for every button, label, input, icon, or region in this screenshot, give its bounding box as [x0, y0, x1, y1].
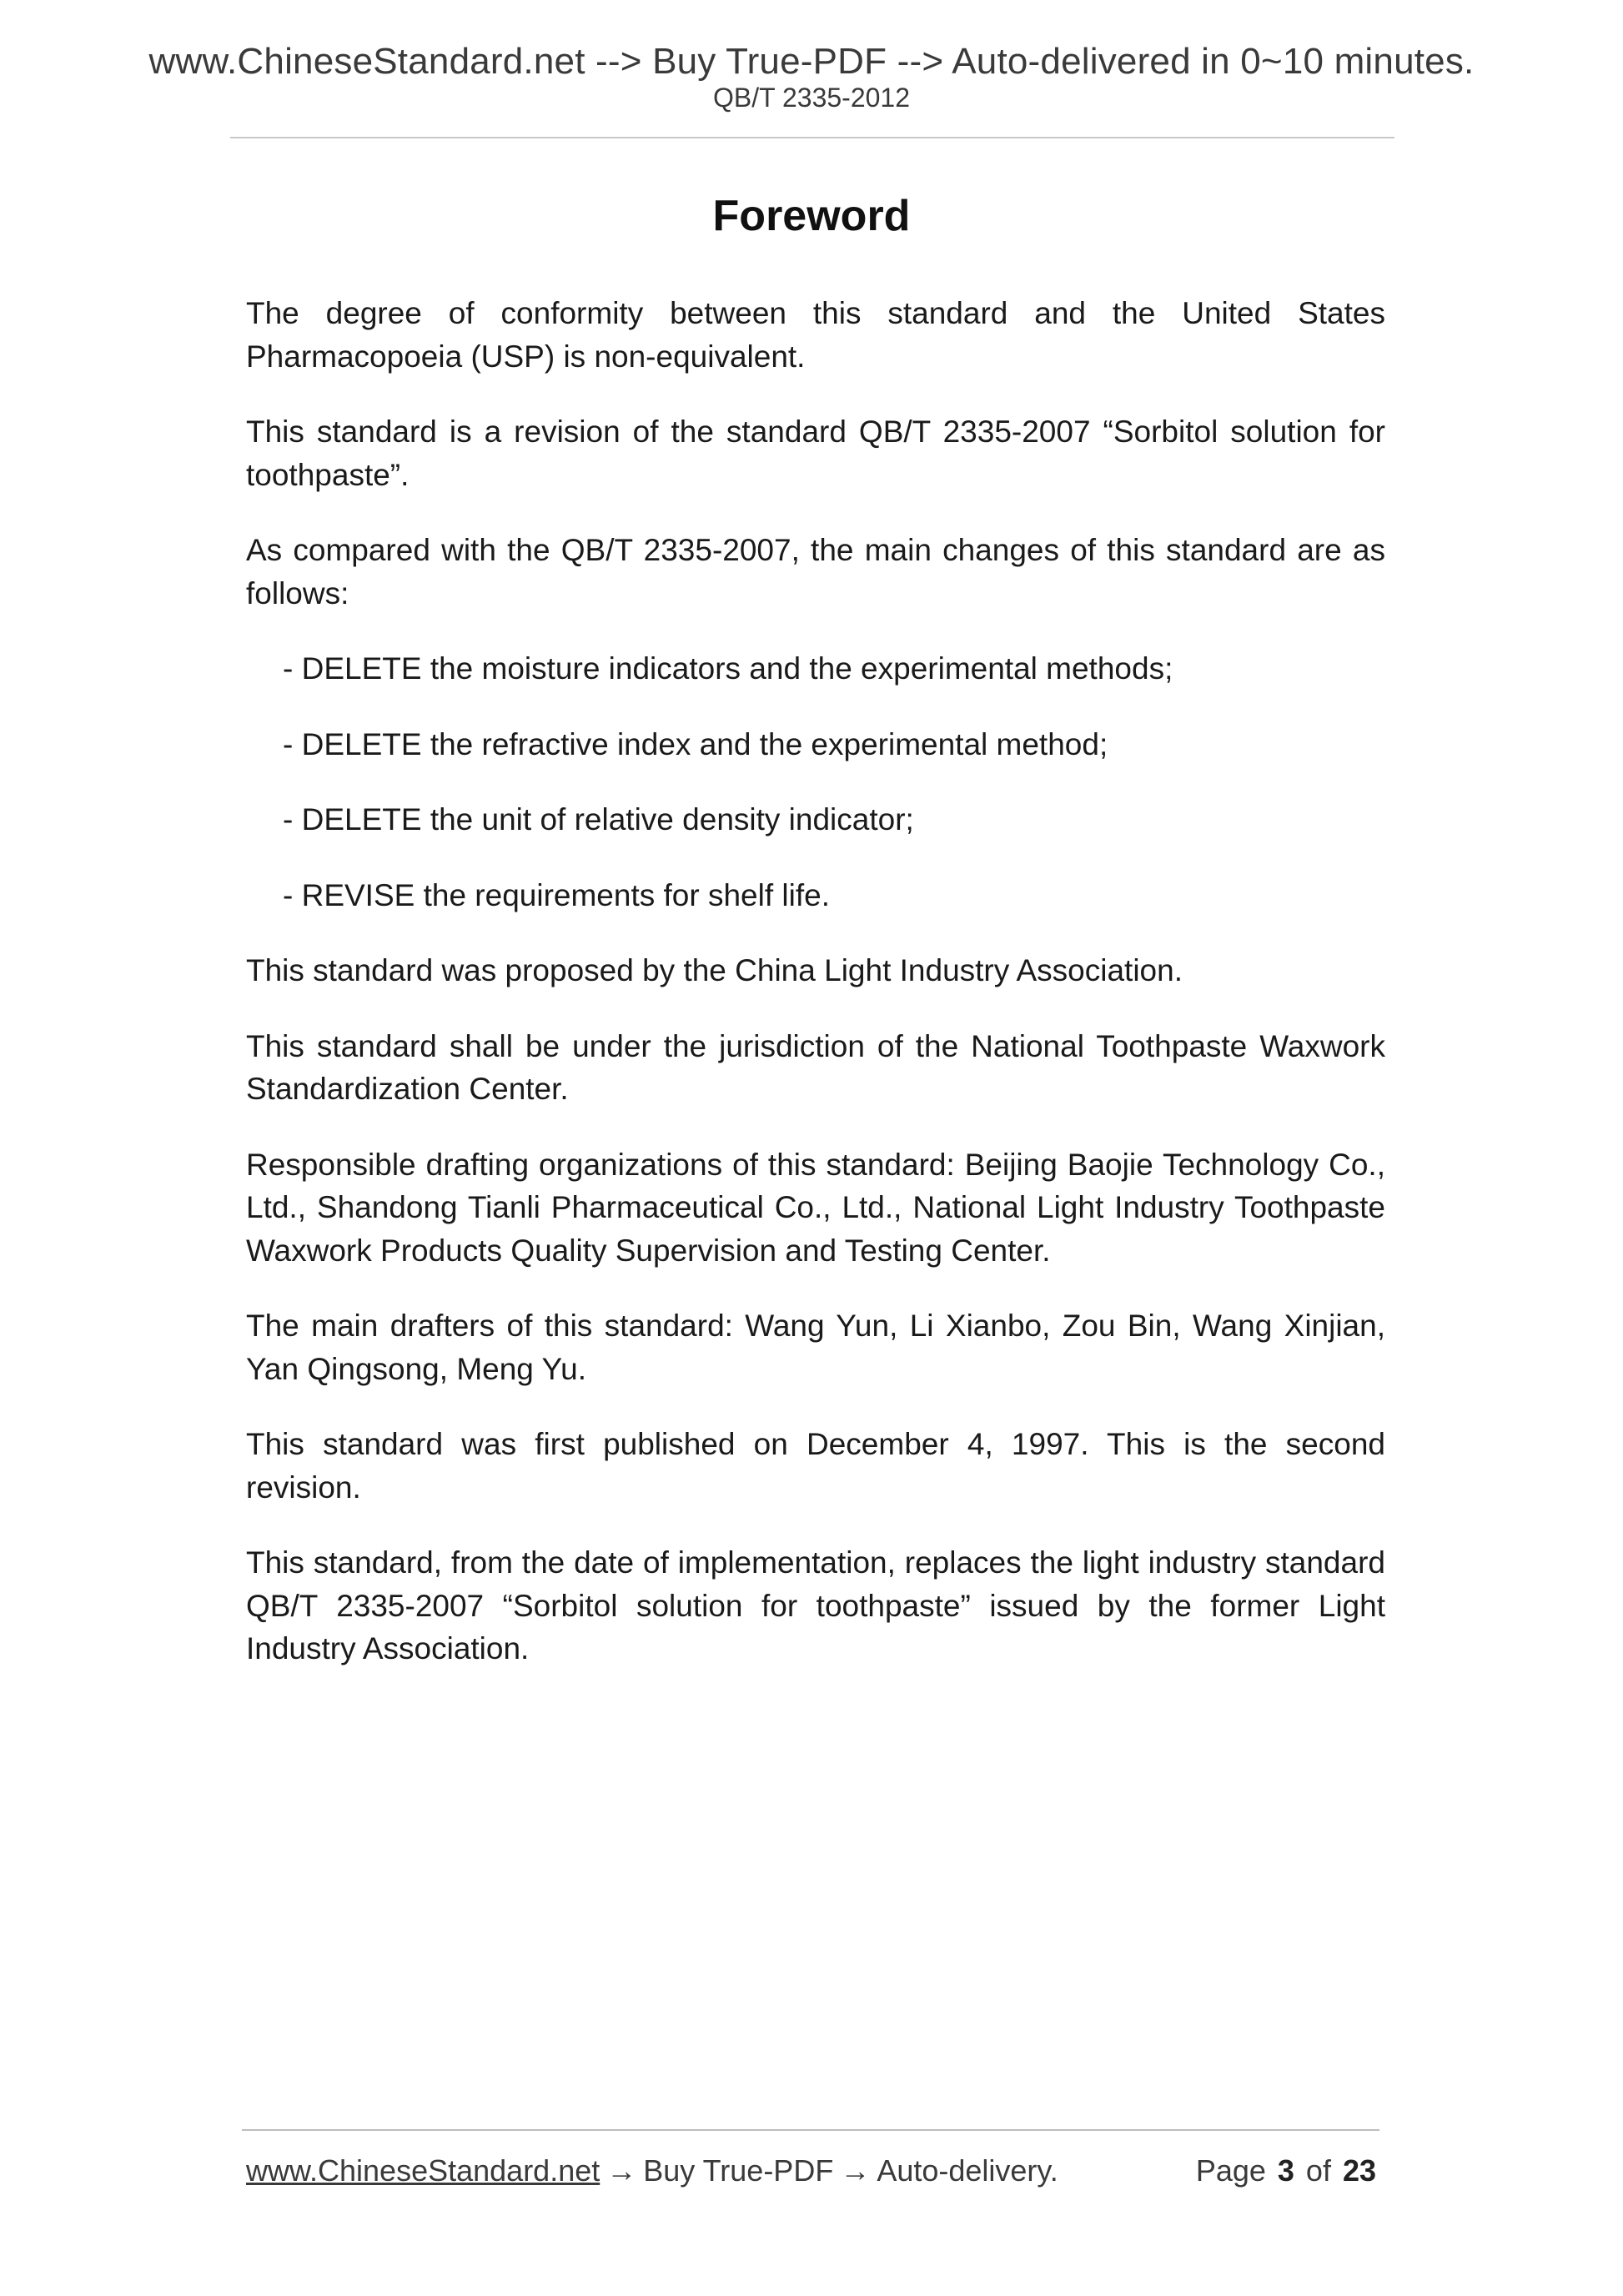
total-pages: 23 — [1342, 2153, 1376, 2188]
foreword-body — [246, 292, 1385, 1703]
auto-delivery-text: Auto-delivery. — [877, 2153, 1058, 2188]
paragraph-conformity: The degree of conformity between this standard and the United States Pharmacopoeia (USP) is non-equivalent. — [246, 296, 1385, 374]
document-code: QB/T 2335-2012 — [712, 83, 910, 113]
paragraph-jurisdiction: This standard shall be under the jurisdiction of the National Toothpaste Waxwork Standardization Center. — [246, 1028, 1385, 1106]
arrow-right-icon: → — [840, 2153, 871, 2188]
page-title: Foreword — [712, 192, 911, 240]
paragraph-proposed-by: This standard was proposed by the China Light Industry Association. — [246, 953, 1183, 987]
paragraph-drafters: The main drafters of this standard: Wang Yun, Li Xianbo, Zou Bin, Wang Xinjian, Yan Qingsong, Meng Yu. — [246, 1309, 1385, 1386]
site-link[interactable]: www.ChineseStandard.net — [246, 2153, 600, 2188]
paragraph-changes-intro: As compared with the QB/T 2335-2007, the main changes of this standard are as follows: — [246, 533, 1385, 610]
list-item: - DELETE the unit of relative density indicator; — [283, 802, 914, 837]
paragraph-publication-history: This standard was first published on December 4, 1997. This is the second revision. — [246, 1427, 1385, 1505]
arrow-right-icon: → — [606, 2153, 637, 2188]
list-item: - DELETE the moisture indicators and the experimental methods; — [283, 651, 1173, 686]
page-number: 3 — [1277, 2153, 1294, 2188]
paragraph-revision: This standard is a revision of the standard QB/T 2335-2007 “Sorbitol solution for toothpaste”. — [246, 414, 1385, 492]
page-footer — [246, 2152, 1376, 2190]
buy-true-pdf-text: Buy True-PDF — [643, 2153, 834, 2188]
footer-divider — [242, 2129, 1379, 2131]
site-banner: www.ChineseStandard.net --> Buy True-PDF --> Auto-delivered in 0~10 minutes. — [148, 41, 1475, 82]
page-indicator — [1196, 2152, 1376, 2190]
of-label: of — [1305, 2153, 1331, 2188]
page-label: Page — [1195, 2153, 1266, 2188]
list-item: - DELETE the refractive index and the experimental method; — [283, 726, 1108, 761]
list-item: - REVISE the requirements for shelf life. — [283, 877, 830, 912]
paragraph-replacement: This standard, from the date of implementation, replaces the light industry standard QB/T 2335-2007 “Sorbitol solution for toothpaste” issued by the former Light Industry Association. — [246, 1545, 1385, 1665]
footer-links — [246, 2152, 1058, 2190]
paragraph-drafting-organizations: Responsible drafting organizations of this standard: Beijing Baojie Technology Co., Ltd., Shandong Tianli Pharmaceutical Co., Ltd., National Light Industry Toothpaste Waxwork Products Quality Supervision and Testing Center. — [246, 1147, 1385, 1268]
header-divider — [230, 137, 1394, 138]
